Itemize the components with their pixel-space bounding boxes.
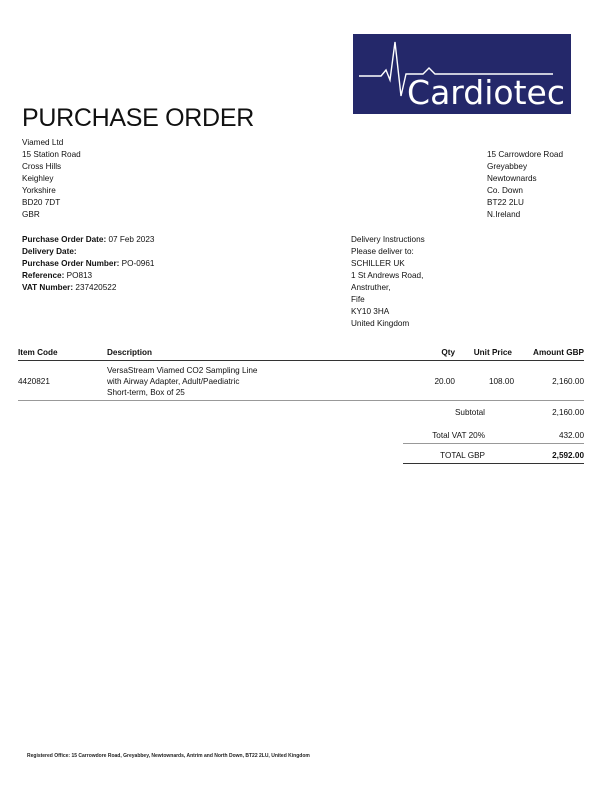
po-number-label: Purchase Order Number:	[22, 259, 120, 268]
supplier-address	[22, 137, 81, 221]
column-header-unit-price: Unit Price	[473, 348, 512, 357]
order-date-value: 07 Feb 2023	[108, 235, 155, 244]
buyer-address	[487, 149, 563, 221]
address-line: BD20 7DT	[22, 198, 61, 207]
total-value: 2,592.00	[552, 451, 584, 460]
company-logo	[353, 34, 571, 114]
delivery-heading: Delivery Instructions	[351, 235, 425, 244]
delivery-line: Please deliver to:	[351, 247, 414, 256]
vat-label: Total VAT 20%	[432, 431, 485, 440]
delivery-line: 1 St Andrews Road,	[351, 271, 424, 280]
page-title: PURCHASE ORDER	[22, 104, 254, 132]
delivery-date-row	[22, 246, 154, 258]
po-number-value: PO-0961	[121, 259, 155, 268]
vat-number-row	[22, 282, 154, 294]
delivery-line: United Kingdom	[351, 319, 410, 328]
address-line: Greyabbey	[487, 162, 528, 171]
address-line: Yorkshire	[22, 186, 56, 195]
delivery-line: Anstruther,	[351, 283, 391, 292]
description-line: VersaStream Viamed CO2 Sampling Line	[107, 366, 258, 375]
delivery-instructions	[351, 234, 425, 330]
column-header-amount: Amount GBP	[533, 348, 584, 357]
total-divider	[403, 463, 584, 464]
reference-row	[22, 270, 154, 282]
subtotal-value: 2,160.00	[552, 408, 584, 417]
description-line: with Airway Adapter, Adult/Paediatric	[107, 377, 240, 386]
description-line: Short-term, Box of 25	[107, 388, 185, 397]
order-date-row	[22, 234, 154, 246]
vat-value: 432.00	[558, 431, 584, 440]
address-line: Keighley	[22, 174, 54, 183]
order-info	[22, 234, 154, 294]
delivery-line: SCHILLER UK	[351, 259, 405, 268]
column-header-description: Description	[107, 348, 153, 357]
total-label: TOTAL GBP	[440, 451, 485, 460]
column-header-qty: Qty	[441, 348, 455, 357]
address-line: GBR	[22, 210, 40, 219]
delivery-line: KY10 3HA	[351, 307, 390, 316]
address-line: BT22 2LU	[487, 198, 524, 207]
reference-value: PO813	[66, 271, 93, 280]
address-line: 15 Carrowdore Road	[487, 150, 564, 159]
vat-number-value: 237420522	[75, 283, 117, 292]
address-line: Cross Hills	[22, 162, 62, 171]
order-date-label: Purchase Order Date:	[22, 235, 107, 244]
vat-number-label: VAT Number:	[22, 283, 74, 292]
item-code-cell: 4420821	[18, 377, 50, 386]
vat-divider	[403, 443, 584, 444]
reference-label: Reference:	[22, 271, 65, 280]
address-line: N.Ireland	[487, 210, 521, 219]
registered-office-footer: Registered Office: 15 Carrowdore Road, Greyabbey, Newtownards, Antrim and North Down, BT22 2LU, United Kingdom	[27, 753, 310, 759]
delivery-date-label: Delivery Date:	[22, 247, 77, 256]
amount-cell: 2,160.00	[552, 377, 584, 386]
address-line: Newtownards	[487, 174, 537, 183]
address-line: Co. Down	[487, 186, 523, 195]
description-cell	[107, 365, 257, 398]
unit-price-cell: 108.00	[488, 377, 514, 386]
row-divider	[18, 400, 584, 401]
column-header-item-code: Item Code	[18, 348, 58, 357]
qty-cell: 20.00	[434, 377, 455, 386]
address-line: Viamed Ltd	[22, 138, 64, 147]
delivery-line: Fife	[351, 295, 365, 304]
address-line: 15 Station Road	[22, 150, 81, 159]
header-divider	[18, 360, 584, 361]
logo-wordmark: Cardiotec	[407, 73, 565, 112]
subtotal-label: Subtotal	[454, 408, 485, 417]
po-number-row	[22, 258, 154, 270]
